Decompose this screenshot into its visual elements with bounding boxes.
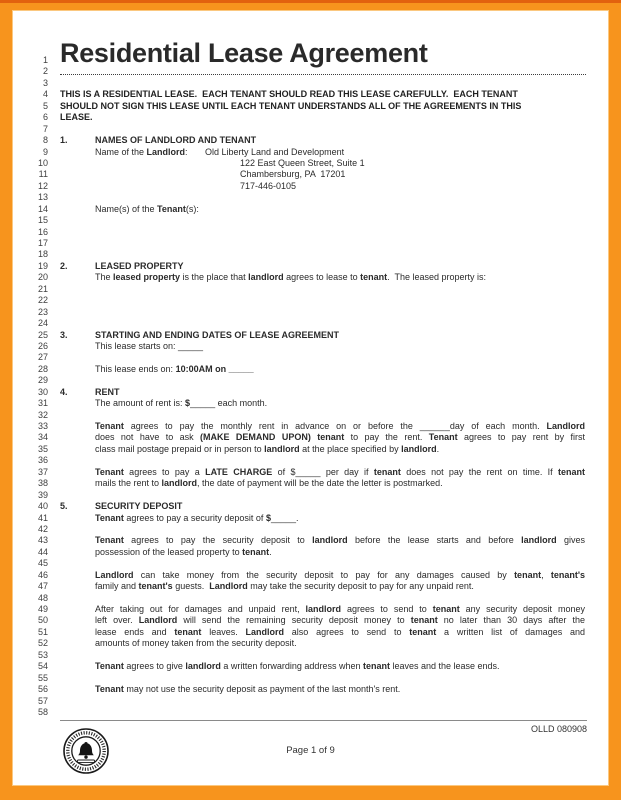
doc-line [12,604,609,615]
address-line: Chambersburg, PA 17201 [240,169,346,180]
doc-line [12,547,609,558]
line-number: 35 [37,443,48,454]
doc-line [12,524,609,535]
paragraph-line: This lease starts on: _____ [95,340,204,351]
paragraph-line: amounts of money taken from the security deposit. [95,638,297,649]
line-number: 48 [37,592,48,603]
line-number: 43 [37,535,48,546]
line-number: 39 [37,489,48,500]
line-number: 7 [42,123,48,134]
doc-line [12,421,609,432]
doc-line [12,158,609,169]
line-number: 8 [42,135,48,146]
line-number: 32 [37,409,48,420]
line-number: 6 [42,112,48,123]
line-number: 14 [37,203,48,214]
paragraph-line: does not have to ask (MAKE DEMAND UPON) tenant to pay the rent. Tenant agrees to pay rent by first [95,432,585,443]
doc-line [12,593,609,604]
line-number: 19 [37,260,48,271]
line-number: 11 [38,169,48,180]
doc-line [12,375,609,386]
section-heading: 2. LEASED PROPERTY [60,260,184,271]
line-number: 21 [37,283,48,294]
line-number: 49 [37,604,48,614]
paragraph-line: Tenant agrees to give landlord a written forwarding address when tenant leaves and the lease ends. [95,661,500,672]
line-number: 31 [37,398,48,409]
page-indicator: Page 1 of 9 [286,745,335,756]
doc-line [12,627,609,638]
paragraph-line: The amount of rent is: $_____ each month. [95,398,268,409]
doc-line [12,501,609,512]
doc-line [12,352,609,363]
line-number: 52 [37,638,48,649]
field-value: Old Liberty Land and Development [205,146,345,157]
doc-line [12,147,609,158]
line-number: 13 [37,192,48,203]
paragraph-line: Tenant agrees to pay the security deposit to landlord before the lease starts and before landlord gives [95,535,585,546]
line-number: 10 [37,157,48,168]
line-number: 40 [37,501,48,512]
doc-line [12,444,609,455]
address-line: 122 East Queen Street, Suite 1 [240,157,365,168]
notice-line: THIS IS A RESIDENTIAL LEASE. EACH TENANT SHOULD READ THIS LEASE CAREFULLY. EACH TENANT [60,89,518,100]
paragraph-line: Tenant agrees to pay a LATE CHARGE of $_____ per day if tenant does not pay the rent on time. If tenant [95,466,586,477]
doc-line [12,398,609,409]
line-number: 45 [37,558,48,569]
doc-line [12,410,609,421]
line-number: 51 [37,626,48,637]
doc-line [12,696,609,707]
doc-line [12,215,609,226]
paragraph-line: mails the rent to landlord, the date of payment will be the date the letter is postmarked. [95,478,443,489]
paragraph-line: After taking out for damages and unpaid rent, landlord agrees to send to tenant any security deposit money [95,604,585,614]
doc-line [12,112,609,123]
doc-line [12,295,609,306]
line-number: 5 [42,100,48,111]
line-number: 30 [37,386,48,397]
doc-line [12,307,609,318]
line-number: 26 [37,340,48,351]
line-rows [12,37,609,718]
line-number: 4 [42,89,48,100]
lease-document-page [12,10,609,786]
line-number: 1 [42,55,48,65]
line-number: 16 [37,226,48,237]
document-code: OLLD 080908 [530,724,587,734]
doc-line [12,535,609,546]
line-number: 57 [37,695,48,706]
doc-line [12,707,609,718]
doc-line [12,227,609,238]
line-number: 3 [42,77,48,88]
line-number: 22 [37,295,48,306]
line-number: 38 [37,478,48,489]
paragraph-line: lease ends and tenant leaves. Landlord also agrees to send to tenant a written list of damages and [95,626,585,637]
section-heading: 5. SECURITY DEPOSIT [60,501,183,512]
doc-line [12,192,609,203]
line-number: 17 [37,238,48,248]
paragraph-line: Name(s) of the Tenant(s): [95,203,199,214]
line-number: 27 [37,352,48,363]
doc-line [12,570,609,581]
doc-line [12,558,609,569]
doc-line [12,318,609,329]
line-number: 18 [37,249,48,260]
line-number: 53 [37,649,48,660]
line-number: 20 [37,272,48,283]
doc-line [12,478,609,489]
doc-line [12,490,609,501]
doc-line [12,615,609,626]
doc-line [12,638,609,649]
line-number: 47 [37,581,48,592]
address-line: 717-446-0105 [240,180,297,191]
paragraph-line: family and tenant's guests. Landlord may take the security deposit to pay for any unpaid rent. [95,581,474,592]
notice-line: LEASE. [60,112,93,123]
doc-line [12,66,609,77]
line-number: 37 [37,466,48,477]
line-number: 24 [37,318,48,329]
doc-line [12,37,609,68]
paragraph-line: The leased property is the place that landlord agrees to lease to tenant. The leased property is: [95,272,487,283]
doc-line [12,661,609,672]
paragraph-line: This lease ends on: 10:00AM on _____ [95,363,254,374]
line-number: 34 [37,432,48,443]
paragraph-line: Tenant may not use the security deposit as payment of the last month's rent. [95,684,401,695]
paragraph-line: left over. Landlord will send the remaining security deposit money to tenant no later than 30 days after the [95,615,585,626]
line-number: 56 [37,684,48,695]
title-underline [60,66,586,75]
doc-line [12,455,609,466]
line-number: 55 [37,672,48,683]
paragraph-line: possession of the leased property to tenant. [95,546,272,557]
doc-line [12,581,609,592]
doc-line [12,124,609,135]
footer-divider [60,720,587,721]
doc-line [12,387,609,398]
paragraph-line: Tenant agrees to pay a security deposit of $_____. [95,512,299,523]
section-heading: 4. RENT [60,386,120,397]
doc-line [12,101,609,112]
line-number: 29 [37,375,48,386]
doc-line [12,272,609,283]
line-number: 46 [37,569,48,580]
line-number: 41 [37,512,48,523]
line-number: 58 [37,706,48,717]
doc-line [12,467,609,478]
line-number: 36 [37,455,48,466]
document-title: Residential Lease Agreement [60,37,428,68]
doc-line [12,364,609,375]
line-number: 2 [42,66,48,77]
doc-line [12,284,609,295]
doc-line [12,249,609,260]
section-heading: 1. NAMES OF LANDLORD AND TENANT [60,135,257,146]
doc-line [12,513,609,524]
doc-line [12,684,609,695]
doc-line [12,78,609,89]
doc-line [12,432,609,443]
line-number: 33 [37,421,48,431]
line-number: 23 [37,306,48,317]
doc-line [12,238,609,249]
line-number: 54 [37,661,48,672]
doc-line [12,204,609,215]
line-number: 9 [42,146,48,157]
doc-line [12,650,609,661]
paragraph-line: Landlord can take money from the security deposit to pay for any damages caused by tenant, tenant's [95,569,585,580]
line-number: 12 [37,180,48,191]
border-top-accent [0,0,621,3]
section-heading: 3. STARTING AND ENDING DATES OF LEASE AGREEMENT [60,329,340,340]
paragraph-line: Name of the Landlord: Old Liberty Land and Development [95,146,345,157]
doc-line [12,341,609,352]
line-number: 15 [37,215,48,226]
doc-line [12,673,609,684]
paragraph-line: Tenant agrees to pay the monthly rent in advance on or before the ______day of each month. Landlord [95,421,585,431]
doc-line [12,169,609,180]
paragraph-line: class mail postage prepaid or in person to landlord at the place specified by landlord. [95,443,440,454]
line-number: 44 [37,546,48,557]
notice-line: SHOULD NOT SIGN THIS LEASE UNTIL EACH TENANT UNDERSTANDS ALL OF THE AGREEMENTS IN THIS [60,100,522,111]
line-number: 42 [37,523,48,534]
line-number: 28 [37,363,48,374]
doc-line [12,89,609,100]
doc-line [12,181,609,192]
line-number: 25 [37,329,48,340]
doc-line [12,330,609,341]
doc-line [12,261,609,272]
line-number: 50 [37,615,48,626]
doc-line [12,135,609,146]
